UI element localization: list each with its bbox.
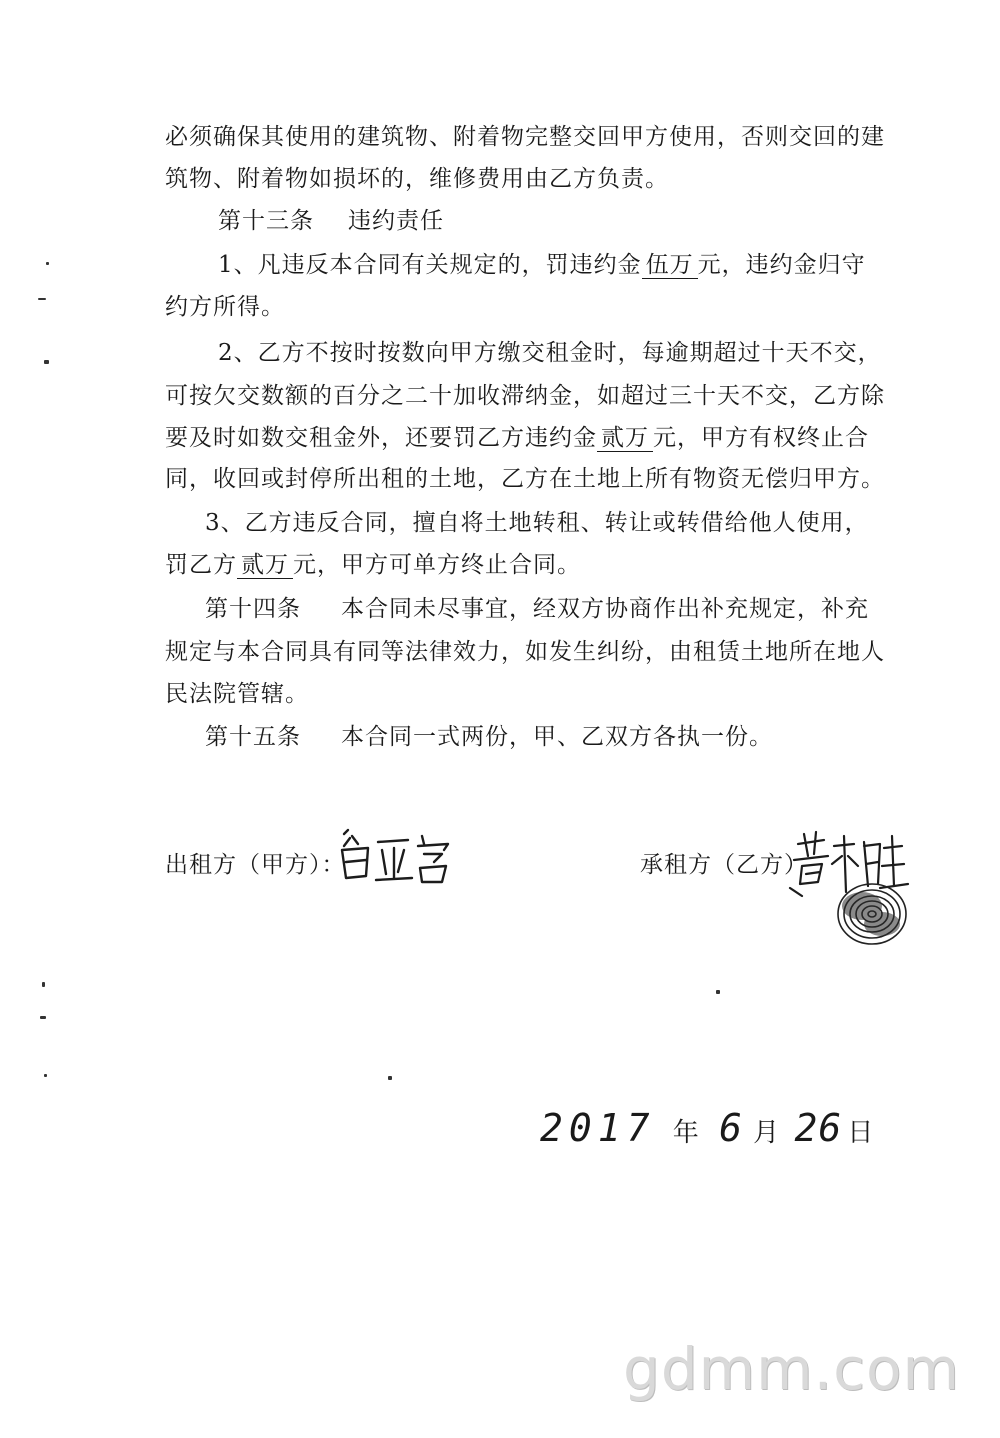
- signing-date: [540, 1106, 875, 1151]
- scan-speck: [44, 360, 49, 364]
- scan-speck: [42, 982, 45, 987]
- lessee-label: 承租方（乙方）: [640, 852, 808, 878]
- scan-speck: [388, 1076, 392, 1080]
- article-14-line: 第十四条 本合同未尽事宜，经双方协商作出补充规定，补充: [205, 596, 869, 622]
- article-13-subject: 违约责任: [348, 208, 444, 234]
- clause-2-line: 可按欠交数额的百分之二十加收滞纳金，如超过三十天不交，乙方除: [165, 383, 885, 409]
- date-year-unit: 年: [672, 1118, 700, 1148]
- article-13-heading: [218, 206, 444, 236]
- penalty-amount: 贰万: [237, 552, 293, 579]
- lessor-label: 出租方（甲方）：: [165, 852, 346, 878]
- date-month-unit: 月: [753, 1118, 781, 1148]
- clause-2-line: 要及时如数交租金外，还要罚乙方违约金 贰万 元，甲方有权终止合: [165, 425, 869, 451]
- article-14-line: 民法院管辖。: [165, 681, 309, 707]
- paragraph-line: 必须确保其使用的建筑物、附着物完整交回甲方使用，否则交回的建: [165, 124, 885, 150]
- date-year: 2017: [540, 1106, 656, 1150]
- clause-1-line: 1、凡违反本合同有关规定的，罚违约金 伍万 元，违约金归守: [218, 252, 866, 278]
- penalty-amount: 贰万: [597, 425, 653, 452]
- scan-speck: [716, 990, 720, 994]
- article-14-line: 规定与本合同具有同等法律效力，如发生纠纷，由租赁土地所在地人: [165, 639, 885, 665]
- clause-2-line: 2、乙方不按时按数向甲方缴交租金时，每逾期超过十天不交，: [218, 340, 882, 366]
- date-day-unit: 日: [847, 1118, 875, 1148]
- scan-speck: [44, 1074, 47, 1077]
- clause-3-line: 3、乙方违反合同，擅自将土地转租、转让或转借给他人使用，: [205, 510, 869, 536]
- scan-speck: [46, 262, 49, 265]
- article-15-title: 第十五条: [205, 724, 301, 750]
- clause-1-line: 约方所得。: [165, 294, 285, 320]
- scan-speck: [40, 1016, 46, 1019]
- date-day: 26: [794, 1106, 843, 1150]
- article-13-title: 第十三条: [218, 208, 314, 234]
- clause-2-line: 同，收回或封停所出租的土地，乙方在土地上所有物资无偿归甲方。: [165, 466, 885, 492]
- paragraph-line: 筑物、附着物如损坏的，维修费用由乙方负责。: [165, 166, 669, 192]
- penalty-amount: 伍万: [642, 252, 698, 279]
- lessee-signature-with-fingerprint: [784, 826, 924, 956]
- clause-3-line: 罚乙方 贰万 元，甲方可单方终止合同。: [165, 552, 581, 578]
- scan-speck: [38, 298, 46, 300]
- article-14-title: 第十四条: [205, 596, 301, 622]
- lessor-signature: [338, 828, 454, 888]
- watermark: gdmm.com: [623, 1335, 960, 1403]
- article-15-line: 第十五条 本合同一式两份，甲、乙双方各执一份。: [205, 724, 773, 750]
- date-month: 6: [719, 1106, 743, 1150]
